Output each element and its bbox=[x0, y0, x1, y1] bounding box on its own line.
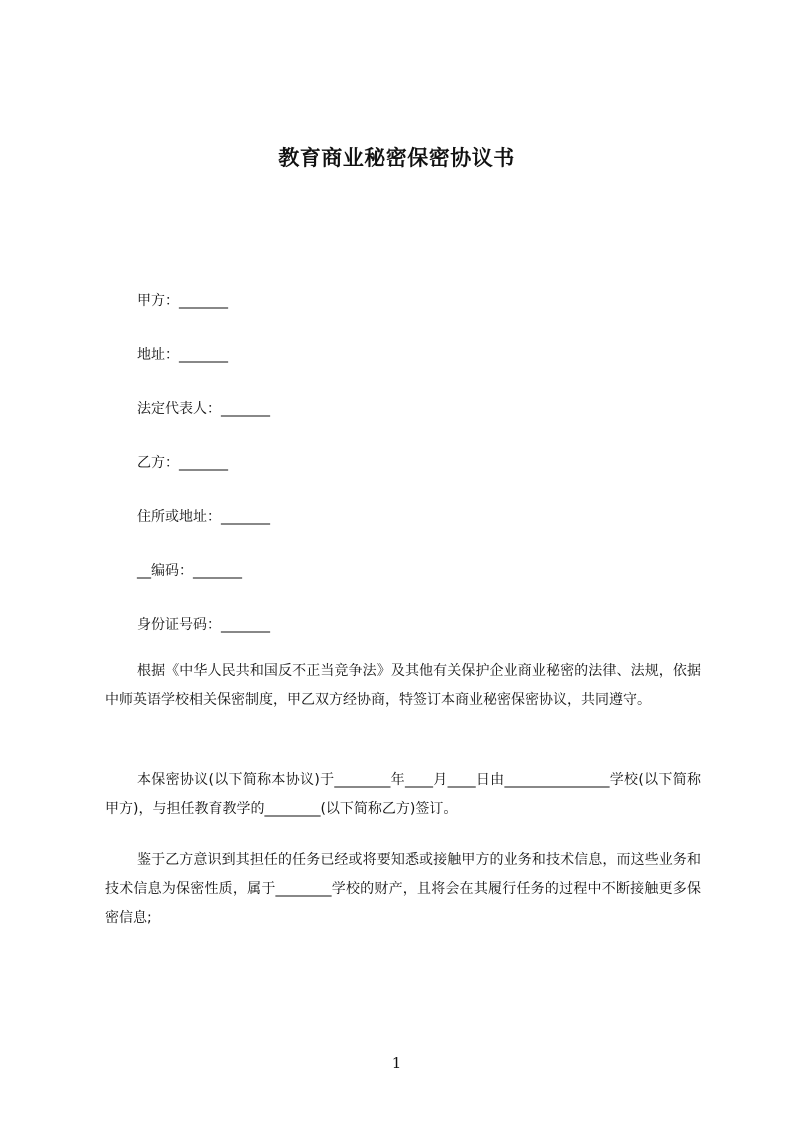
paragraph-preamble: 根据《中华人民共和国反不正当竞争法》及其他有关保护企业商业秘密的法律、法规，依据中师英语学校相关保密制度，甲乙双方经协商，特签订本商业秘密保密协议，共同遵守。 bbox=[105, 663, 701, 708]
field-label: __编码： bbox=[137, 563, 193, 579]
field-blank: _______ bbox=[221, 509, 270, 525]
field-label: 法定代表人： bbox=[137, 401, 221, 417]
page-number: 1 bbox=[391, 1054, 402, 1072]
field-label: 地址： bbox=[137, 347, 179, 363]
field-blank: _______ bbox=[193, 563, 242, 579]
field-label: 乙方： bbox=[137, 455, 179, 471]
field-blank: _______ bbox=[221, 401, 270, 417]
field-label: 身份证号码： bbox=[137, 617, 221, 633]
field-label: 住所或地址： bbox=[137, 509, 221, 525]
field-party-b bbox=[137, 453, 228, 473]
document-title: 教育商业秘密保密协议书 bbox=[278, 146, 515, 170]
field-party-a bbox=[137, 291, 228, 311]
field-address bbox=[137, 345, 228, 365]
field-legal-representative bbox=[137, 399, 270, 419]
paragraph-agreement-date: 本保密协议(以下简称本协议)于________年____月____日由_______________学校(以下简称甲方)，与担任教育教学的________(以下简称乙方)签订。 bbox=[105, 772, 701, 817]
field-blank: _______ bbox=[179, 347, 228, 363]
field-blank: _______ bbox=[179, 293, 228, 309]
field-blank: _______ bbox=[221, 617, 270, 633]
field-postal-code bbox=[137, 561, 242, 581]
field-residence bbox=[137, 507, 270, 527]
paragraph-recital: 鉴于乙方意识到其担任的任务已经或将要知悉或接触甲方的业务和技术信息，而这些业务和技术信息为保密性质，属于________学校的财产，且将会在其履行任务的过程中不断接触更多保密信息; bbox=[105, 852, 701, 926]
field-id-number bbox=[137, 615, 270, 635]
field-blank: _______ bbox=[179, 455, 228, 471]
field-label: 甲方： bbox=[137, 293, 179, 309]
